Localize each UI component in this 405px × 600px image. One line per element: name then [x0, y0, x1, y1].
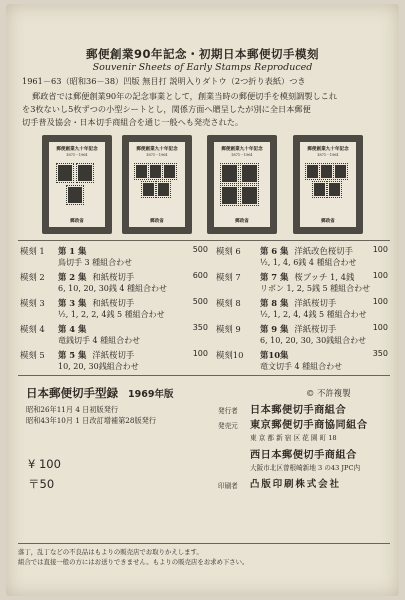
sheet-title: 郵便創業九十年記念 [307, 147, 349, 152]
catalog-number: 模刻 8 [216, 298, 241, 308]
stamp-image [57, 164, 73, 182]
sheet-years: 1871－1961 [66, 153, 88, 157]
sheet-issuer: 郵政省 [235, 219, 249, 224]
list-item [216, 321, 388, 347]
set-title: 第 6 集 洋紙改色桜切手 [260, 246, 354, 256]
souvenir-sheet [122, 135, 192, 234]
listing-column-right [216, 243, 388, 373]
stamp-image [328, 182, 341, 197]
catalog-number: 模刻 3 [20, 298, 45, 308]
printer-name: 凸版印刷株式会社 [250, 479, 342, 490]
set-title: 第 8 集 洋紙桜切手 [260, 298, 337, 308]
stamp-image [67, 186, 83, 204]
set-price: 350 [192, 323, 208, 332]
set-price: 500 [192, 245, 208, 254]
set-price: 100 [372, 245, 388, 254]
distributor-label: 発売元 [218, 422, 238, 430]
set-title: 第 1 集 [58, 246, 87, 256]
sheet-issuer: 郵政省 [321, 219, 335, 224]
set-title: 第10集 [260, 350, 289, 360]
catalog-number: 模刻 1 [20, 246, 45, 256]
catalog-number: 模刻 9 [216, 324, 241, 334]
souvenir-sheet [293, 135, 363, 234]
publisher-name: 日本郵便切手商組合 [250, 405, 347, 416]
book-edition: 1969年版 [128, 389, 174, 400]
list-item [20, 295, 208, 321]
set-description: 鳥切手 3 種組合わせ [58, 258, 133, 267]
stamp-image [221, 164, 238, 183]
set-price: 350 [372, 349, 388, 358]
set-description: リボン 1, 2, 5銭 5 種組合わせ [260, 284, 371, 293]
set-description: 6, 10, 20, 30銭 4 種組合わせ [58, 284, 168, 293]
list-item [20, 347, 208, 373]
printer-label: 印刷者 [218, 482, 238, 490]
intro-paragraph [22, 90, 396, 129]
catalog-number: 模刻 7 [216, 272, 241, 282]
colophon [6, 379, 399, 539]
set-price: 100 [192, 349, 208, 358]
souvenir-sheet [207, 135, 277, 234]
set-price: 600 [192, 271, 208, 280]
stamp-image [221, 186, 238, 205]
set-description: 6, 10, 20, 30, 30銭組合わせ [260, 336, 367, 345]
stamp-image [163, 164, 176, 179]
page-title: 郵便創業90年記念・初期日本郵便切手模刻 [85, 47, 319, 61]
catalog-number: 模刻10 [216, 350, 244, 360]
sheet-years: 1871－1961 [317, 153, 339, 157]
sheet-title: 郵便創業九十年記念 [221, 147, 263, 152]
list-item [216, 243, 388, 269]
intro-line: を3枚ないし5枚ずつの小型シートとし，関係方面へ贈呈したが別に全日本郵便 [22, 104, 311, 114]
catalog-page [6, 4, 399, 596]
sheet-title: 郵便創業九十年記念 [136, 147, 178, 152]
stamp-image [157, 182, 170, 197]
intro-line: 切手普及協会・日本切手商組合を通じ一般へも発売された。 [22, 117, 244, 127]
stamp-image [306, 164, 319, 179]
stamp-image [142, 182, 155, 197]
list-item [20, 243, 208, 269]
set-price: 100 [372, 297, 388, 306]
stamp-image [149, 164, 162, 179]
copyright-notice: © 不許複製 [306, 388, 351, 398]
page-subtitle: Souvenir Sheets of Early Stamps Reproduced [92, 62, 313, 73]
stamp-image [320, 164, 333, 179]
notice-line: 組合では直接一般の方にはお送りできません。もよりの販売店をお求め下さい。 [18, 558, 249, 566]
stamp-image [135, 164, 148, 179]
sheet-issuer: 郵政省 [150, 219, 164, 224]
publication-date: 昭和26年11月 4 日初版発行 [26, 405, 119, 414]
list-item [20, 321, 208, 347]
set-description: ½, 1, 4, 6銭 4 種組合わせ [260, 258, 357, 267]
notice-line: 落丁，乱丁などの不良品はもよりの販売店でお取りかえします。 [18, 548, 203, 556]
souvenir-sheet [42, 135, 112, 234]
replacement-notice [18, 543, 390, 567]
set-price: 100 [372, 271, 388, 280]
set-description: ½, 1, 2, 2, 4銭 5 種組合わせ [58, 310, 165, 319]
stamp-image [334, 164, 347, 179]
distributor-address: 東 京 都 新 宿 区 花 園 町 18 [250, 434, 337, 442]
catalog-number: 模刻 4 [20, 324, 45, 334]
intro-line: 郵政省では郵便創業90年の記念事業として，創業当時の郵便切手を模刻調製しこれ [32, 91, 338, 101]
list-item [216, 347, 388, 373]
set-price: 500 [192, 297, 208, 306]
distributor-address: 大阪市北区曾根崎新地 3 の43 JPC内 [250, 464, 361, 472]
set-description: 竜文切手 4 種組合わせ [260, 362, 343, 371]
list-item [216, 269, 388, 295]
publication-date: 昭和43年10月 1 日改訂增補第28版発行 [26, 416, 157, 425]
set-title: 第 5 集 洋紙桜切手 [58, 350, 135, 360]
souvenir-sheet-photos [6, 135, 399, 240]
distributor-name: 東京郵便切手商協同組合 [250, 420, 368, 431]
set-description: ½, 1, 2, 4, 4銭 5 種組合わせ [260, 310, 367, 319]
set-title: 第 7 集 桜ブッチ 1, 4銭 [260, 272, 355, 282]
sheet-years: 1871－1961 [146, 153, 168, 157]
stamp-image [313, 182, 326, 197]
stamp-image [77, 164, 93, 182]
set-price: 100 [372, 323, 388, 332]
divider [18, 240, 390, 241]
stamp-image [241, 186, 258, 205]
set-description: 竜銭切手 4 種組合わせ [58, 336, 141, 345]
listing-column-left [20, 243, 208, 373]
issue-note: 1961－63（昭和36－38）凹版 無目打 説明入りダトウ（2つ折り表紙）つき [22, 76, 306, 86]
sheet-issuer: 郵政省 [70, 219, 84, 224]
list-item [20, 269, 208, 295]
stamp-image [241, 164, 258, 183]
publisher-label: 発行者 [218, 407, 238, 415]
list-item [216, 295, 388, 321]
catalog-number: 模刻 2 [20, 272, 45, 282]
set-title: 第 2 集 和紙桜切手 [58, 272, 135, 282]
set-title: 第 3 集 和紙桜切手 [58, 298, 135, 308]
set-description: 10, 20, 30銭組合わせ [58, 362, 139, 371]
catalog-number: 模刻 5 [20, 350, 45, 360]
distributor-name: 西日本郵便切手商組合 [250, 450, 357, 461]
postage-fee: 〒50 [28, 477, 55, 491]
sheet-title: 郵便創業九十年記念 [56, 147, 98, 152]
sheet-years: 1871－1961 [231, 153, 253, 157]
book-price: ¥ 100 [28, 457, 61, 471]
catalog-number: 模刻 6 [216, 246, 241, 256]
set-title: 第 9 集 洋紙桜切手 [260, 324, 337, 334]
book-title: 日本郵便切手型録 1969年版 [26, 386, 174, 400]
set-title: 第 4 集 [58, 324, 87, 334]
divider [18, 375, 390, 376]
